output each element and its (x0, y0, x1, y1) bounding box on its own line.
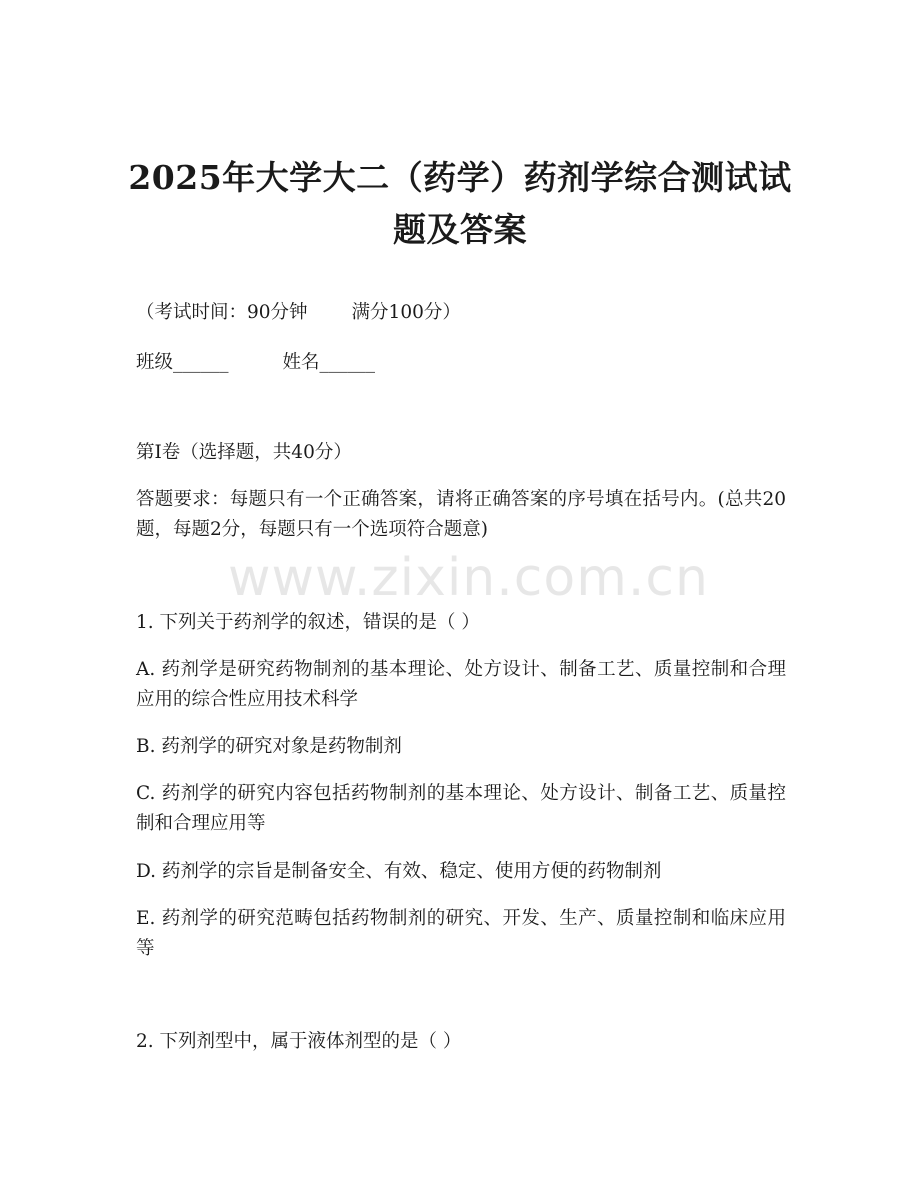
question-1-option-a: A. 药剂学是研究药物制剂的基本理论、处方设计、制备工艺、质量控制和合理应用的综合性应用技术科学 (136, 659, 786, 710)
question-1-option-c: C. 药剂学的研究内容包括药物制剂的基本理论、处方设计、制备工艺、质量控制和合理应用等 (136, 783, 786, 834)
question-2-stem: 2. 下列剂型中，属于液体剂型的是（ ） (136, 1031, 462, 1052)
question-1-option-e: E. 药剂学的研究范畴包括药物制剂的研究、开发、生产、质量控制和临床应用等 (136, 908, 786, 959)
exam-time: （考试时间：90分钟 (136, 302, 308, 323)
watermark: www.zixin.com.cn (228, 548, 709, 608)
question-1-stem: 1. 下列关于药剂学的叙述，错误的是（ ） (136, 612, 480, 633)
title-line-2: 题及答案 (393, 210, 527, 249)
exam-full-score: 满分100分） (351, 302, 461, 323)
document-title (120, 152, 800, 256)
student-info (136, 348, 375, 378)
question-1-option-d: D. 药剂学的宗旨是制备安全、有效、稳定、使用方便的药物制剂 (136, 861, 662, 882)
exam-info (136, 298, 461, 328)
question-1-option-b: B. 药剂学的研究对象是药物制剂 (136, 736, 402, 757)
answer-instructions: 答题要求：每题只有一个正确答案，请将正确答案的序号填在括号内。(总共20题，每题2分，每题只有一个选项符合题意) (136, 489, 786, 540)
section-title: 第I卷（选择题，共40分） (136, 442, 352, 463)
title-line-1: 2025年大学大二（药学）药剂学综合测试试 (128, 158, 792, 197)
name-field: 姓名______ (282, 352, 376, 373)
class-field: 班级______ (136, 352, 229, 373)
